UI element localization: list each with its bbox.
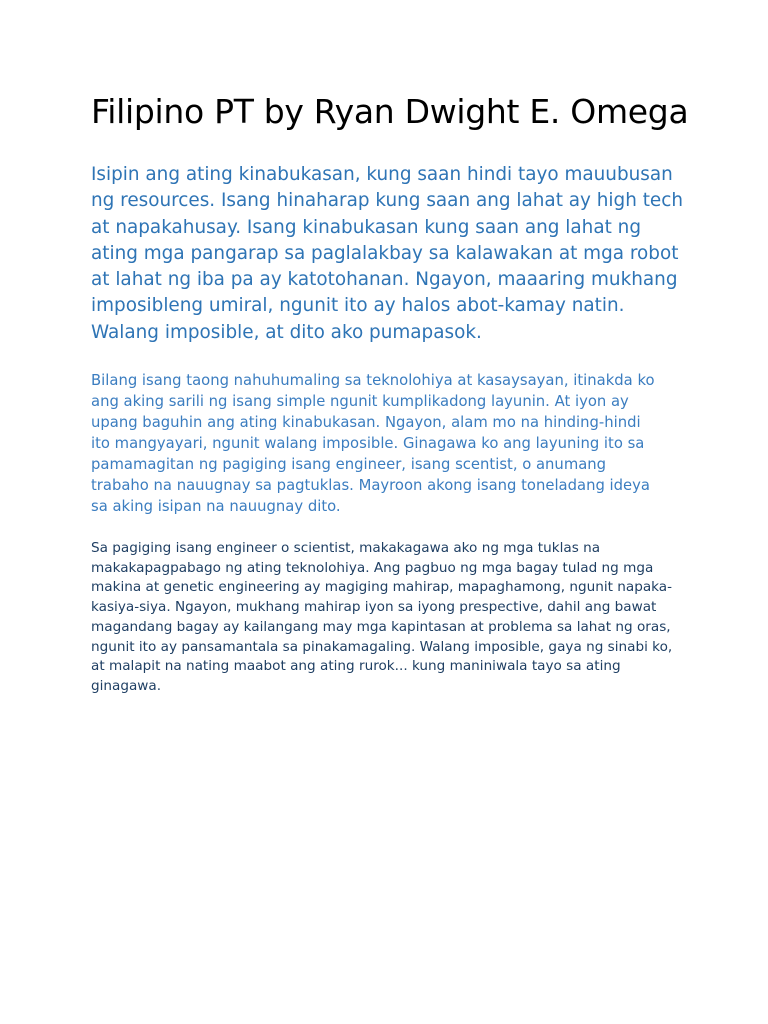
paragraph-goal: Bilang isang taong nahuhumaling sa teknolohiya at kasaysayan, itinakda ko ang aking sarili ng isang simple ngunit kumplikadong layunin. At iyon ay upang baguhin ang ating kinabukasan. Ngayon, alam mo na hinding-hindi ito mangyayari, ngunit walang imposible. Ginagawa ko ang layuning ito sa pamamagitan ng pagiging isang engineer, isang scentist, o anumang trabaho na nauugnay sa pagtuklas. Mayroon akong isang toneladang ideya sa aking isipan na nauugnay dito.	[91, 372, 655, 516]
document-page	[91, 92, 691, 697]
document-title: Filipino PT by Ryan Dwight E. Omega	[91, 92, 689, 131]
paragraph-career: Sa pagiging isang engineer o scientist, makakagawa ako ng mga tuklas na makakapagpabago ng ating teknolohiya. Ang pagbuo ng mga bagay tulad ng mga makina at genetic engineering ay magiging mahirap, mapaghamong, ngunit napaka-kasiya-siya. Ngayon, mukhang mahirap iyon sa iyong prespective, dahil ang bawat magandang bagay ay kailangang may mga kapintasan at problema sa lahat ng oras, ngunit ito ay pansamantala sa pinakamagaling. Walang imposible, gaya ng sinabi ko, at malapit na nating maabot ang ating rurok... kung maniniwala tayo sa ating ginagawa.	[91, 540, 673, 694]
paragraph-intro: Isipin ang ating kinabukasan, kung saan hindi tayo mauubusan ng resources. Isang hinaharap kung saan ang lahat ay high tech at napakahusay. Isang kinabukasan kung saan ang lahat ng ating mga pangarap sa paglalakbay sa kalawakan at mga robot at lahat ng iba pa ay katotohanan. Ngayon, maaaring mukhang imposibleng umiral, ngunit ito ay halos abot-kamay natin. Walang imposible, at dito ako pumapasok.	[91, 164, 683, 343]
